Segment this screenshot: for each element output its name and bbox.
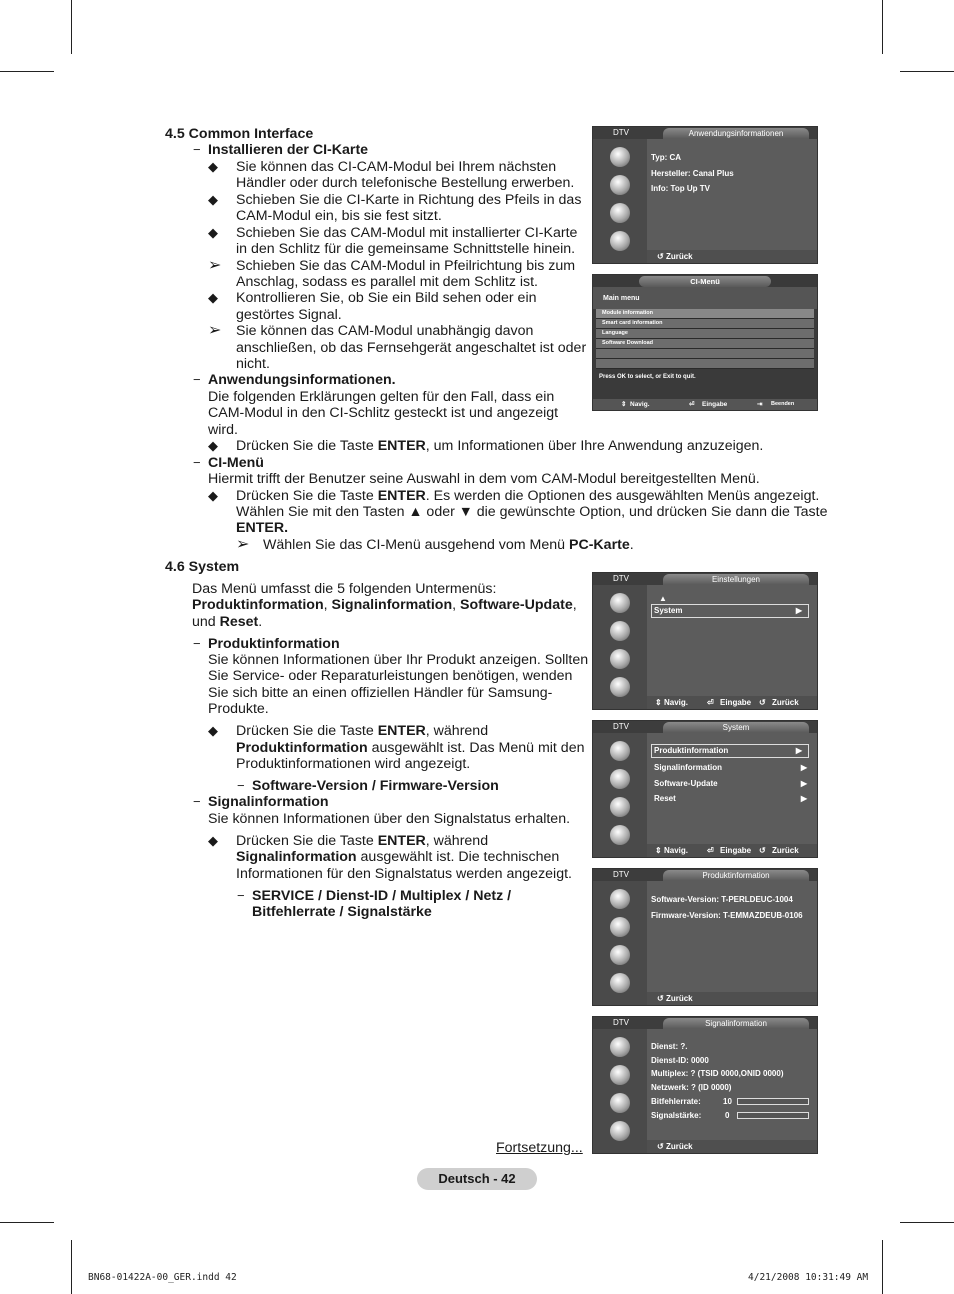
diamond-bullet-icon: ◆ <box>208 290 218 305</box>
bit-error-value: 10 <box>723 1096 732 1106</box>
sound-menu-icon <box>610 917 630 937</box>
screen-signal-info <box>592 1016 818 1154</box>
screen-title: Anwendungsinformationen <box>663 128 809 139</box>
screen-system <box>592 720 818 858</box>
diamond-bullet-icon: ◆ <box>208 488 218 503</box>
dash: − <box>237 888 245 903</box>
menu-item[interactable]: Reset ▶ <box>651 791 813 807</box>
info-line: Info: Top Up TV <box>651 184 710 193</box>
diamond-bullet-icon: ◆ <box>208 225 218 240</box>
diamond-bullet-icon: ◆ <box>208 438 218 453</box>
text-line: Schieben Sie das CAM-Modul mit installierter CI-Karte <box>236 225 578 241</box>
text-line: Das Menü umfasst die 5 folgenden Untermenüs: <box>192 581 497 597</box>
text-line: Sie sich bitte an einen offiziellen Händler für Samsung- <box>208 685 553 701</box>
dash: − <box>193 794 201 809</box>
service-line: Dienst: ?. <box>651 1042 688 1051</box>
sound-menu-icon <box>610 769 630 789</box>
info-line: Hersteller: Canal Plus <box>651 168 734 178</box>
screen-settings <box>592 572 818 710</box>
ci-menu-item[interactable]: Smart card information <box>596 319 814 329</box>
text-line: Schieben Sie das CAM-Modul in Pfeilrichtung bis zum <box>236 258 576 274</box>
enter-hint: Eingabe <box>720 698 752 707</box>
service-id-line: Dienst-ID: 0000 <box>651 1055 709 1065</box>
arrow-right-icon: ▶ <box>800 794 807 803</box>
navigate-hint: Navig. <box>664 698 689 707</box>
sub-heading: Software-Version / Firmware-Version <box>252 778 499 794</box>
text-line: Sie können das CAM-Modul unabhängig davon <box>236 323 534 339</box>
screen-product-info <box>592 868 818 1006</box>
dtv-label: DTV <box>613 870 629 879</box>
text-line: Drücken Sie die Taste ENTER. Es werden die Optionen des ausgewählten Menüs angezeigt. <box>236 488 820 504</box>
sound-menu-icon <box>610 1065 630 1085</box>
picture-menu-icon <box>610 593 630 613</box>
ci-menu-item[interactable] <box>596 349 814 359</box>
setup-menu-icon <box>610 797 630 817</box>
dtv-label: DTV <box>613 574 629 583</box>
info-line: Typ: CA <box>651 153 682 162</box>
return-icon: ↺ <box>657 994 664 1003</box>
text-line: in den Schlitz für die gemeinsame Schnittstelle hinein. <box>236 241 576 257</box>
screen-title: System <box>663 722 809 733</box>
text-line: anschließen, ob das Fernsehgerät angeschaltet ist oder <box>236 340 587 356</box>
text-line: Händler oder durch telefonische Bestellung erwerben. <box>236 175 575 191</box>
text-line: Informationen für den Signalstatus werden angezeigt. <box>236 866 572 882</box>
arrow-note-icon: ➢ <box>236 536 250 553</box>
continuation-link: Fortsetzung... <box>496 1140 583 1156</box>
sub-heading: CI-Menü <box>208 455 264 471</box>
exit-hint: Beenden <box>771 401 795 407</box>
text-line: Wählen Sie mit den Tasten ▲ oder ▼ die gewünschte Option, und drücken Sie dann die Taste <box>236 504 828 520</box>
bit-error-bar <box>737 1098 809 1105</box>
timestamp: 4/21/2008 10:31:49 AM <box>748 1272 869 1283</box>
firmware-version: Firmware-Version: T-EMMAZDEUB-0106 <box>651 910 803 920</box>
picture-menu-icon <box>610 147 630 167</box>
text-line: Schieben Sie die CI-Karte in Richtung des Pfeils in das <box>236 192 582 208</box>
navigate-icon: ⇕ <box>655 698 662 707</box>
text-line: Sie können Informationen über den Signalstatus erhalten. <box>208 811 571 827</box>
arrow-right-icon: ▶ <box>795 606 802 615</box>
arrow-note-icon: ➢ <box>208 322 222 339</box>
network-line: Netzwerk: ? (ID 0000) <box>651 1083 732 1093</box>
dash: − <box>237 778 245 793</box>
text-line: Sie Service- oder Reparaturleistungen benötigen, wenden <box>208 668 573 684</box>
text-line: und Reset. <box>192 614 263 630</box>
sub-heading: Installieren der CI-Karte <box>208 142 369 158</box>
picture-menu-icon <box>610 1037 630 1057</box>
text-line: Sie können Informationen über Ihr Produkt anzeigen. Sollten <box>208 652 589 668</box>
crop-mark <box>882 0 883 54</box>
menu-item[interactable]: Signalinformation ▶ <box>651 760 813 776</box>
sub-heading: Produktinformation <box>208 636 340 652</box>
crop-mark <box>900 71 954 72</box>
text-line: Anschlag, sodass es parallel mit dem Schlitz ist. <box>236 274 539 290</box>
text-line: Produktinformation ausgewählt ist. Das Menü mit den <box>236 740 585 756</box>
menu-item-system[interactable]: System ▶ <box>651 604 809 618</box>
crop-mark <box>71 1240 72 1294</box>
text-line: Die folgenden Erklärungen gelten für den Fall, dass ein <box>208 389 555 405</box>
dtv-label: DTV <box>613 1018 629 1027</box>
diamond-bullet-icon: ◆ <box>208 833 218 848</box>
signal-strength-bar <box>737 1112 809 1119</box>
arrow-right-icon: ▶ <box>800 763 807 772</box>
dash: − <box>193 455 201 470</box>
sub-heading: Anwendungsinformationen. <box>208 372 396 388</box>
navigate-icon: ⇕ <box>621 401 627 408</box>
setup-menu-icon <box>610 203 630 223</box>
text-line: Wählen Sie das CI-Menü ausgehend vom Menü PC-Karte. <box>263 537 634 553</box>
text-line: nicht. <box>236 356 270 372</box>
text-line: Sie können das CI-CAM-Modul bei Ihrem nächsten <box>236 159 557 175</box>
screen-application-info <box>592 126 818 264</box>
return-icon: ↺ <box>657 252 664 261</box>
ci-menu-item[interactable]: Module information <box>596 309 814 319</box>
text-line: Drücken Sie die Taste ENTER, um Informationen über Ihre Anwendung anzuzeigen. <box>236 438 764 454</box>
crop-mark <box>0 1222 54 1223</box>
dash: − <box>193 636 201 651</box>
diamond-bullet-icon: ◆ <box>208 192 218 207</box>
input-menu-icon <box>610 825 630 845</box>
enter-hint: Eingabe <box>702 401 728 408</box>
screen-title: Signalinformation <box>663 1018 809 1029</box>
text-line: wird. <box>208 422 238 438</box>
text-line: Produkte. <box>208 701 269 717</box>
return-icon: ↺ <box>759 846 766 855</box>
input-menu-icon <box>610 677 630 697</box>
section-heading-4-5: 4.5 Common Interface <box>165 126 314 142</box>
arrow-right-icon: ▶ <box>795 746 802 755</box>
page-number-badge: Deutsch - 42 <box>417 1168 537 1190</box>
crop-mark <box>882 1240 883 1294</box>
scroll-up-icon: ▲ <box>659 594 667 603</box>
crop-mark <box>0 71 54 72</box>
diamond-bullet-icon: ◆ <box>208 159 218 174</box>
text-line: Produktinformation, Signalinformation, Software-Update, <box>192 597 577 613</box>
text-line: Kontrollieren Sie, ob Sie ein Bild sehen oder ein <box>236 290 537 306</box>
back-hint: Zurück <box>665 1142 693 1151</box>
back-hint: Zurück <box>665 252 693 261</box>
file-info: BN68-01422A-00_GER.indd 42 <box>88 1272 237 1283</box>
input-menu-icon <box>610 973 630 993</box>
main-menu-label: Main menu <box>603 295 640 302</box>
text-line: Signalinformation ausgewählt ist. Die technischen <box>236 849 560 865</box>
text-line: Hiermit trifft der Benutzer seine Auswahl in dem vom CAM-Modul bereitgestellten Menü. <box>208 471 760 487</box>
multiplex-line: Multiplex: ? (TSID 0000,ONID 0000) <box>651 1069 784 1079</box>
dash: − <box>193 372 201 387</box>
text-line: ENTER. <box>236 520 289 536</box>
menu-item[interactable]: Software-Update ▶ <box>651 776 813 792</box>
software-version: Software-Version: T-PERLDEUC-1004 <box>651 895 793 904</box>
setup-menu-icon <box>610 649 630 669</box>
setup-menu-icon <box>610 945 630 965</box>
crop-mark <box>71 0 72 54</box>
return-icon: ↺ <box>657 1142 664 1151</box>
enter-hint: Eingabe <box>720 846 752 855</box>
return-icon: ↺ <box>759 698 766 707</box>
screen-title: CI-Menü <box>639 276 771 287</box>
bit-error-label: Bitfehlerrate: <box>651 1096 701 1106</box>
sub-heading: SERVICE / Dienst-ID / Multiplex / Netz / <box>252 888 512 904</box>
menu-icon-column <box>593 139 647 263</box>
text-line: Produktinformationen wird angezeigt. <box>236 756 471 772</box>
setup-menu-icon <box>610 1093 630 1113</box>
back-hint: Zurück <box>772 846 799 855</box>
section-heading-4-6: 4.6 System <box>165 559 240 575</box>
text-line: CAM-Modul in den CI-Schlitz gesteckt ist und angezeigt <box>208 405 559 421</box>
enter-icon: ⏎ <box>707 698 714 707</box>
picture-menu-icon <box>610 741 630 761</box>
text-line: Drücken Sie die Taste ENTER, während <box>236 723 489 739</box>
sound-menu-icon <box>610 621 630 641</box>
screen-title: Einstellungen <box>663 574 809 585</box>
dtv-label: DTV <box>613 722 629 731</box>
signal-strength-label: Signalstärke: <box>651 1110 702 1120</box>
text-line: gestörtes Signal. <box>236 307 342 323</box>
navigate-icon: ⇕ <box>655 846 662 855</box>
diamond-bullet-icon: ◆ <box>208 723 218 738</box>
exit-icon: ⇥ <box>757 401 763 408</box>
text-line: CAM-Modul ein, bis sie fest sitzt. <box>236 208 442 224</box>
sub-heading: Bitfehlerrate / Signalstärke <box>252 904 432 920</box>
ci-menu-item[interactable] <box>596 359 814 369</box>
sub-heading: Signalinformation <box>208 794 329 810</box>
navigate-hint: Navig. <box>664 846 689 855</box>
enter-icon: ⏎ <box>707 846 714 855</box>
arrow-note-icon: ➢ <box>208 257 222 274</box>
navigate-hint: Navig. <box>630 401 650 408</box>
dash: − <box>193 142 201 157</box>
sound-menu-icon <box>610 175 630 195</box>
picture-menu-icon <box>610 889 630 909</box>
arrow-right-icon: ▶ <box>800 778 807 788</box>
input-menu-icon <box>610 231 630 251</box>
text-line: Drücken Sie die Taste ENTER, während <box>236 833 489 849</box>
ci-menu-item[interactable]: Language <box>596 329 814 339</box>
dtv-label: DTV <box>613 128 629 137</box>
back-hint: Zurück <box>772 698 799 707</box>
crop-mark <box>900 1222 954 1223</box>
enter-icon: ⏎ <box>689 401 695 408</box>
signal-strength-value: 0 <box>725 1110 730 1120</box>
instruction-text: Press OK to select, or Exit to quit. <box>599 374 696 380</box>
menu-item[interactable]: Produktinformation ▶ <box>651 744 809 758</box>
input-menu-icon <box>610 1121 630 1141</box>
ci-menu-item[interactable]: Software Download <box>596 339 814 349</box>
back-hint: Zurück <box>665 994 693 1003</box>
screen-ci-menu <box>592 274 818 411</box>
screen-title: Produktinformation <box>663 870 809 881</box>
